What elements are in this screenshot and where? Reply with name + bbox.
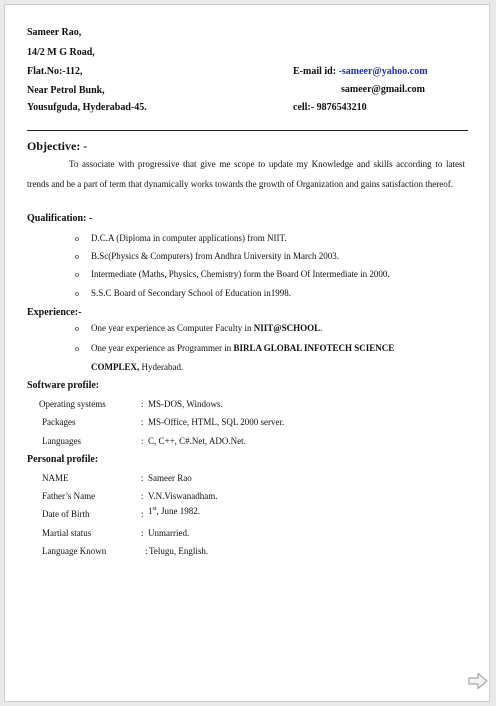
qualification-heading: Qualification: - <box>27 213 93 224</box>
dob-day: 1 <box>148 506 153 516</box>
experience-text: Hyderabad. <box>139 362 184 372</box>
software-label: Packages <box>42 417 76 427</box>
email-row <box>293 66 428 77</box>
software-value: MS-Office, HTML, SQL 2000 server. <box>148 417 285 427</box>
personal-value: Unmarried. <box>148 528 190 538</box>
experience-org: NIIT@SCHOOL <box>253 323 321 333</box>
dob-rest: , June 1982. <box>156 506 201 516</box>
experience-org: BIRLA GLOBAL INFOTECH SCIENCE <box>233 343 395 353</box>
colon: : <box>141 399 144 409</box>
candidate-name: Sameer Rao, <box>27 27 82 38</box>
qualification-item: Intermediate (Maths, Physics, Chemistry) form the Board Of Intermediate in 2000. <box>91 269 390 279</box>
qualification-item: D.C.A (Diploma in computer applications) from NIIT. <box>91 233 287 243</box>
bullet-icon: o <box>75 270 79 279</box>
qualification-item: S.S.C Board of Secondary School of Education in1998. <box>91 288 291 298</box>
address-landmark: Near Petrol Bunk, <box>27 85 105 96</box>
objective-text <box>27 155 465 194</box>
colon: : <box>141 417 144 427</box>
personal-heading: Personal profile: <box>27 454 99 465</box>
experience-item <box>91 343 394 353</box>
email-label: E-mail id: <box>293 66 337 77</box>
email-link-2[interactable]: sameer@gmail.com <box>341 84 425 95</box>
personal-label: Father’s Name <box>42 491 96 501</box>
colon: : <box>141 473 144 483</box>
personal-label: NAME <box>42 473 69 483</box>
qualification-item: B.Sc(Physics & Computers) from Andhra University in March 2003. <box>91 251 339 261</box>
objective-paragraph: To associate with progressive that give me scope to update my Knowledge and skills according to latest trends and be a part of term that dynamically works towards the growth of Organization and gains satisfaction thereof. <box>27 159 465 189</box>
bullet-icon: o <box>75 324 79 333</box>
colon: : <box>141 509 144 519</box>
address-city: Yousufguda, Hyderabad-45. <box>27 102 147 113</box>
header-divider <box>27 130 468 131</box>
colon: : <box>141 491 144 501</box>
software-label: Languages <box>42 436 81 446</box>
personal-value: V.N.Viswanadham. <box>148 491 218 501</box>
experience-item <box>91 323 322 333</box>
arrow-right-icon[interactable] <box>467 672 489 690</box>
bullet-icon: o <box>75 234 79 243</box>
personal-label: Language Known <box>42 546 107 556</box>
address-flat: Flat.No:-112, <box>27 66 83 77</box>
objective-heading: Objective: - <box>27 139 88 153</box>
experience-text: One year experience as Programmer in <box>91 343 234 353</box>
experience-org: COMPLEX, <box>91 362 140 372</box>
software-heading: Software profile: <box>27 380 100 391</box>
experience-item-cont <box>91 362 183 372</box>
personal-label: Martial status <box>42 528 92 538</box>
bullet-icon: o <box>75 344 79 353</box>
bullet-icon: o <box>75 252 79 261</box>
colon: : <box>145 546 148 556</box>
software-value: MS-DOS, Windows. <box>148 399 223 409</box>
email-link-1[interactable]: -sameer@yahoo.com <box>338 66 428 77</box>
cell-number: cell:- 9876543210 <box>293 102 367 113</box>
bullet-icon: o <box>75 289 79 298</box>
software-label: Operating systems <box>39 399 106 409</box>
resume-page <box>4 4 490 702</box>
personal-value: Sameer Rao <box>148 473 192 483</box>
colon: : <box>141 436 144 446</box>
personal-value: Telugu, English. <box>149 546 209 556</box>
experience-text: One year experience as Computer Faculty in <box>91 323 254 333</box>
experience-heading: Experience:- <box>27 307 82 318</box>
personal-label: Date of Birth <box>42 509 90 519</box>
experience-text: . <box>320 323 323 333</box>
colon: : <box>141 528 144 538</box>
address-line1: 14/2 M G Road, <box>27 47 95 58</box>
software-value: C, C++, C#.Net, ADO.Net. <box>148 436 246 446</box>
personal-value <box>148 506 200 516</box>
dob-ordinal: st <box>152 506 157 512</box>
